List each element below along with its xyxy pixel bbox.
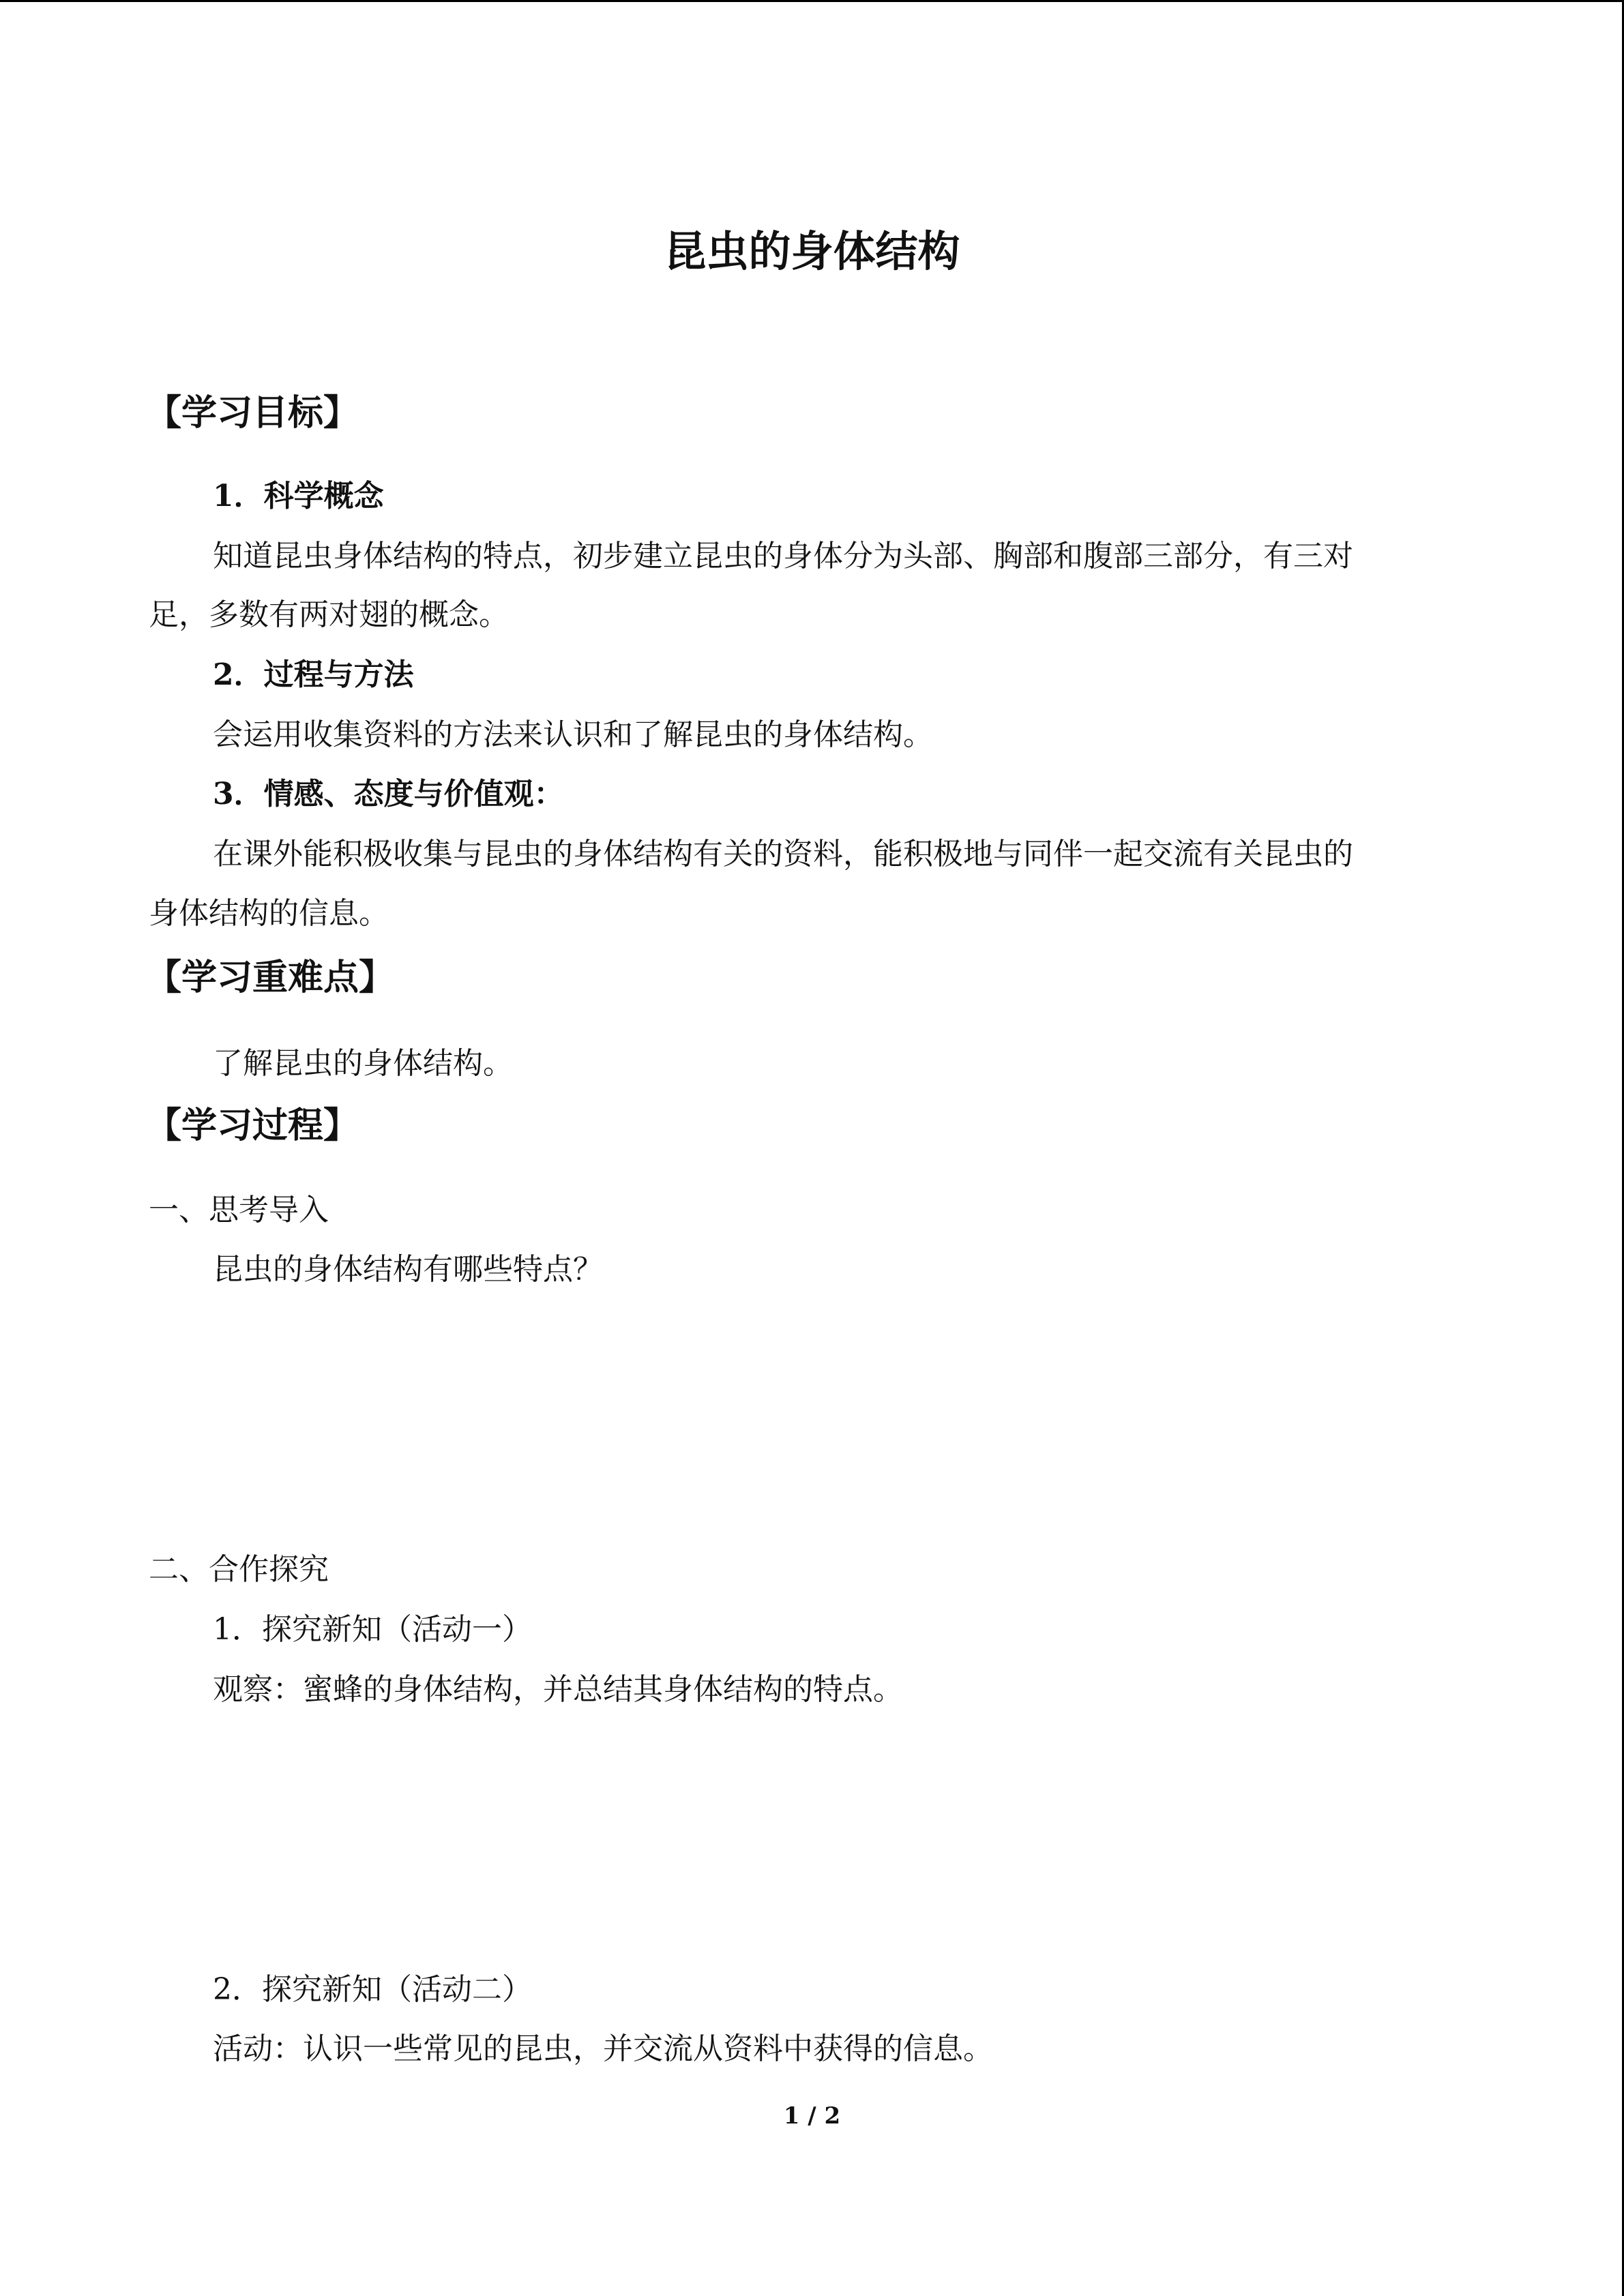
- part-1-title: 一、思考导入: [149, 1193, 329, 1227]
- part-2-title: 二、合作探究: [149, 1552, 329, 1587]
- process-heading: 【学习过程】: [146, 1105, 359, 1146]
- goal-3-title: 3．情感、态度与价值观：: [213, 777, 564, 811]
- activity-1-title: 1．探究新知（活动一）: [213, 1612, 532, 1647]
- page-number: 1 / 2: [783, 2102, 841, 2130]
- key-points-heading: 【学习重难点】: [146, 957, 395, 998]
- goal-1-text-line1: 知道昆虫身体结构的特点，初步建立昆虫的身体分为头部、胸部和腹部三部分，有三对: [213, 539, 1353, 573]
- goal-2-title: 2．过程与方法: [213, 657, 414, 692]
- goal-1-title: 1．科学概念: [213, 479, 384, 513]
- activity-2-text: 活动：认识一些常见的昆虫，并交流从资料中获得的信息。: [213, 2031, 993, 2066]
- part-1-question: 昆虫的身体结构有哪些特点？: [213, 1252, 603, 1287]
- goal-3-text-line1: 在课外能积极收集与昆虫的身体结构有关的资料，能积极地与同伴一起交流有关昆虫的: [213, 837, 1353, 871]
- activity-2-title: 2．探究新知（活动二）: [213, 1972, 532, 2007]
- key-points-text: 了解昆虫的身体结构。: [213, 1046, 513, 1081]
- goals-heading: 【学习目标】: [146, 392, 359, 434]
- document-title: 昆虫的身体结构: [664, 226, 960, 276]
- activity-1-text: 观察：蜜蜂的身体结构，并总结其身体结构的特点。: [213, 1672, 903, 1707]
- goal-2-text: 会运用收集资料的方法来认识和了解昆虫的身体结构。: [213, 717, 933, 752]
- goal-1-text-line2: 足，多数有两对翅的概念。: [149, 597, 509, 632]
- goal-3-text-line2: 身体结构的信息。: [149, 896, 389, 931]
